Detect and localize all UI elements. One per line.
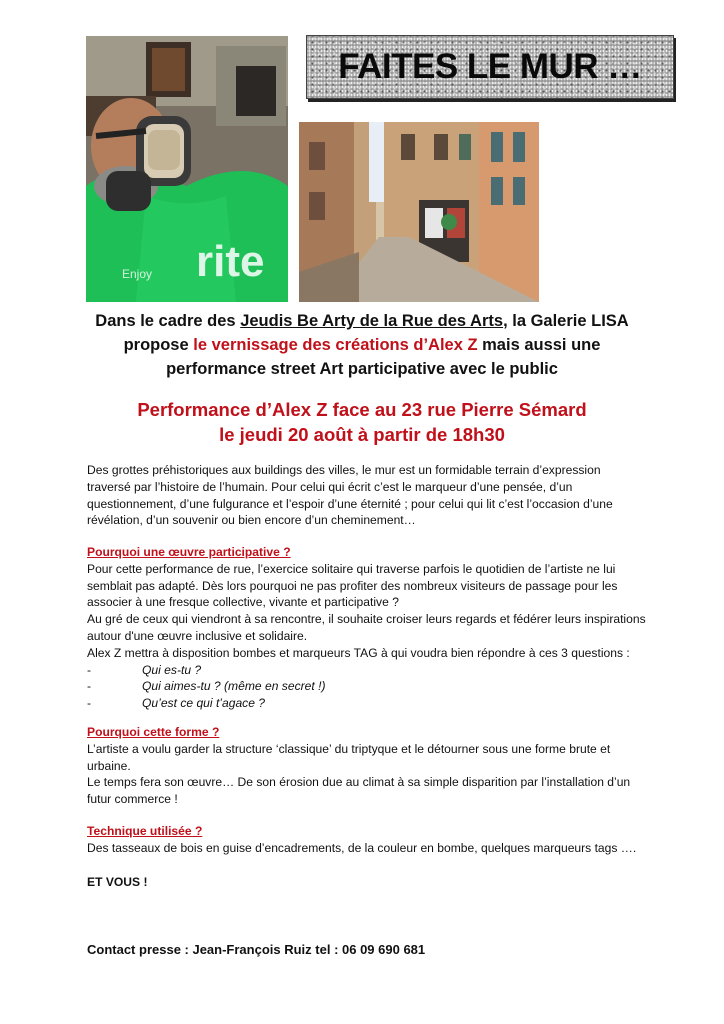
closing-text: ET VOUS ! <box>87 875 148 889</box>
paragraph-line: Alex Z mettra à disposition bombes et marqueurs TAG à qui voudra bien répondre à ces 3 questions : <box>87 645 630 660</box>
paragraph-line: Pour cette performance de rue, l’exercice solitaire qui traverse parfois le quotidien de l’artiste ne lui <box>87 561 616 576</box>
paragraph-line: Le temps fera son œuvre… De son érosion due au climat à sa simple disparition par l’installation d’un <box>87 775 631 790</box>
artist-photo-illustration <box>86 36 288 302</box>
page-title: FAITES LE MUR … <box>338 47 642 86</box>
svg-text:Enjoy: Enjoy <box>122 267 153 281</box>
intro-part1: Dans le cadre des <box>95 312 241 330</box>
intro-line-1 <box>60 309 664 333</box>
intro-highlight: le vernissage des créations d’Alex Z <box>193 336 478 354</box>
paragraph-line: traversé par l’histoire de l’humain. Pour celui qui écrit c’est le marqueur d’une pensée, d’un <box>87 479 573 494</box>
paragraph-line: associer à une fresque collective, vivante et participative ? <box>87 595 399 610</box>
performance-location: Performance d’Alex Z face au 23 rue Pierre Sémard <box>137 399 587 420</box>
title-banner <box>306 35 674 99</box>
paragraph-line: semblait pas adapté. Dès lors pourquoi ne pas profiter des nombreux visiteurs de passage pour les <box>87 578 618 593</box>
paragraph-line: futur commerce ! <box>87 792 178 807</box>
section-participative <box>87 544 647 712</box>
paragraph-line: Des tasseaux de bois en guise d’encadrements, de la couleur en bombe, quelques marqueurs tags …. <box>87 840 637 855</box>
section-heading: Technique utilisée ? <box>87 824 203 838</box>
press-contact: Contact presse : Jean-François Ruiz tel : 06 09 690 681 <box>87 942 426 957</box>
intro-text <box>60 309 664 381</box>
intro-part4: mais aussi une <box>477 336 601 354</box>
svg-text:rite: rite <box>196 237 265 286</box>
section-technique <box>87 823 647 857</box>
list-item: - Qui es-tu ? <box>87 662 202 677</box>
list-item: - Qu’est ce qui t’agace ? <box>87 696 266 711</box>
question-text: Qu’est ce qui t’agace ? <box>142 696 266 711</box>
question-text: Qui aimes-tu ? (même en secret !) <box>142 679 326 694</box>
paragraph-line: questionnement, d’une fulgurance et l’espoir d’une éternité ; pour celui qui lit c’est l’occasion d’une <box>87 496 613 511</box>
performance-announcement <box>60 397 664 447</box>
intro-part2: , la Galerie LISA <box>503 312 629 330</box>
intro-paragraph <box>87 462 647 529</box>
intro-line-2 <box>60 333 664 357</box>
paragraph-line: urbaine. <box>87 758 131 773</box>
paragraph-line: autour d'une œuvre inclusive et solidaire. <box>87 628 308 643</box>
question-text: Qui es-tu ? <box>142 662 202 677</box>
intro-part3: propose <box>123 336 194 354</box>
section-heading: Pourquoi une œuvre participative ? <box>87 545 291 559</box>
paragraph-line: Au gré de ceux qui viendront à sa rencontre, il souhaite croiser leurs regards et fédérer leurs inspirations <box>87 612 646 627</box>
paragraph-line: Des grottes préhistoriques aux buildings des villes, le mur est un formidable terrain d’expression <box>87 463 601 477</box>
artist-photo <box>86 36 288 302</box>
jeudis-be-arty-link[interactable]: Jeudis Be Arty de la Rue des Arts <box>240 312 504 330</box>
performance-date: le jeudi 20 août à partir de 18h30 <box>219 424 505 445</box>
section-forme <box>87 724 647 808</box>
list-item: - Qui aimes-tu ? (même en secret !) <box>87 679 326 694</box>
street-photo-illustration <box>299 122 539 302</box>
section-heading: Pourquoi cette forme ? <box>87 725 220 739</box>
paragraph-line: révélation, d’un souvenir ou bien encore d’un cheminement… <box>87 513 416 528</box>
street-photo <box>299 122 539 302</box>
paragraph-line: L’artiste a voulu garder la structure ‘classique’ du triptyque et le détourner sous une forme brute et <box>87 741 611 756</box>
intro-line-3: performance street Art participative avec le public <box>166 360 558 378</box>
